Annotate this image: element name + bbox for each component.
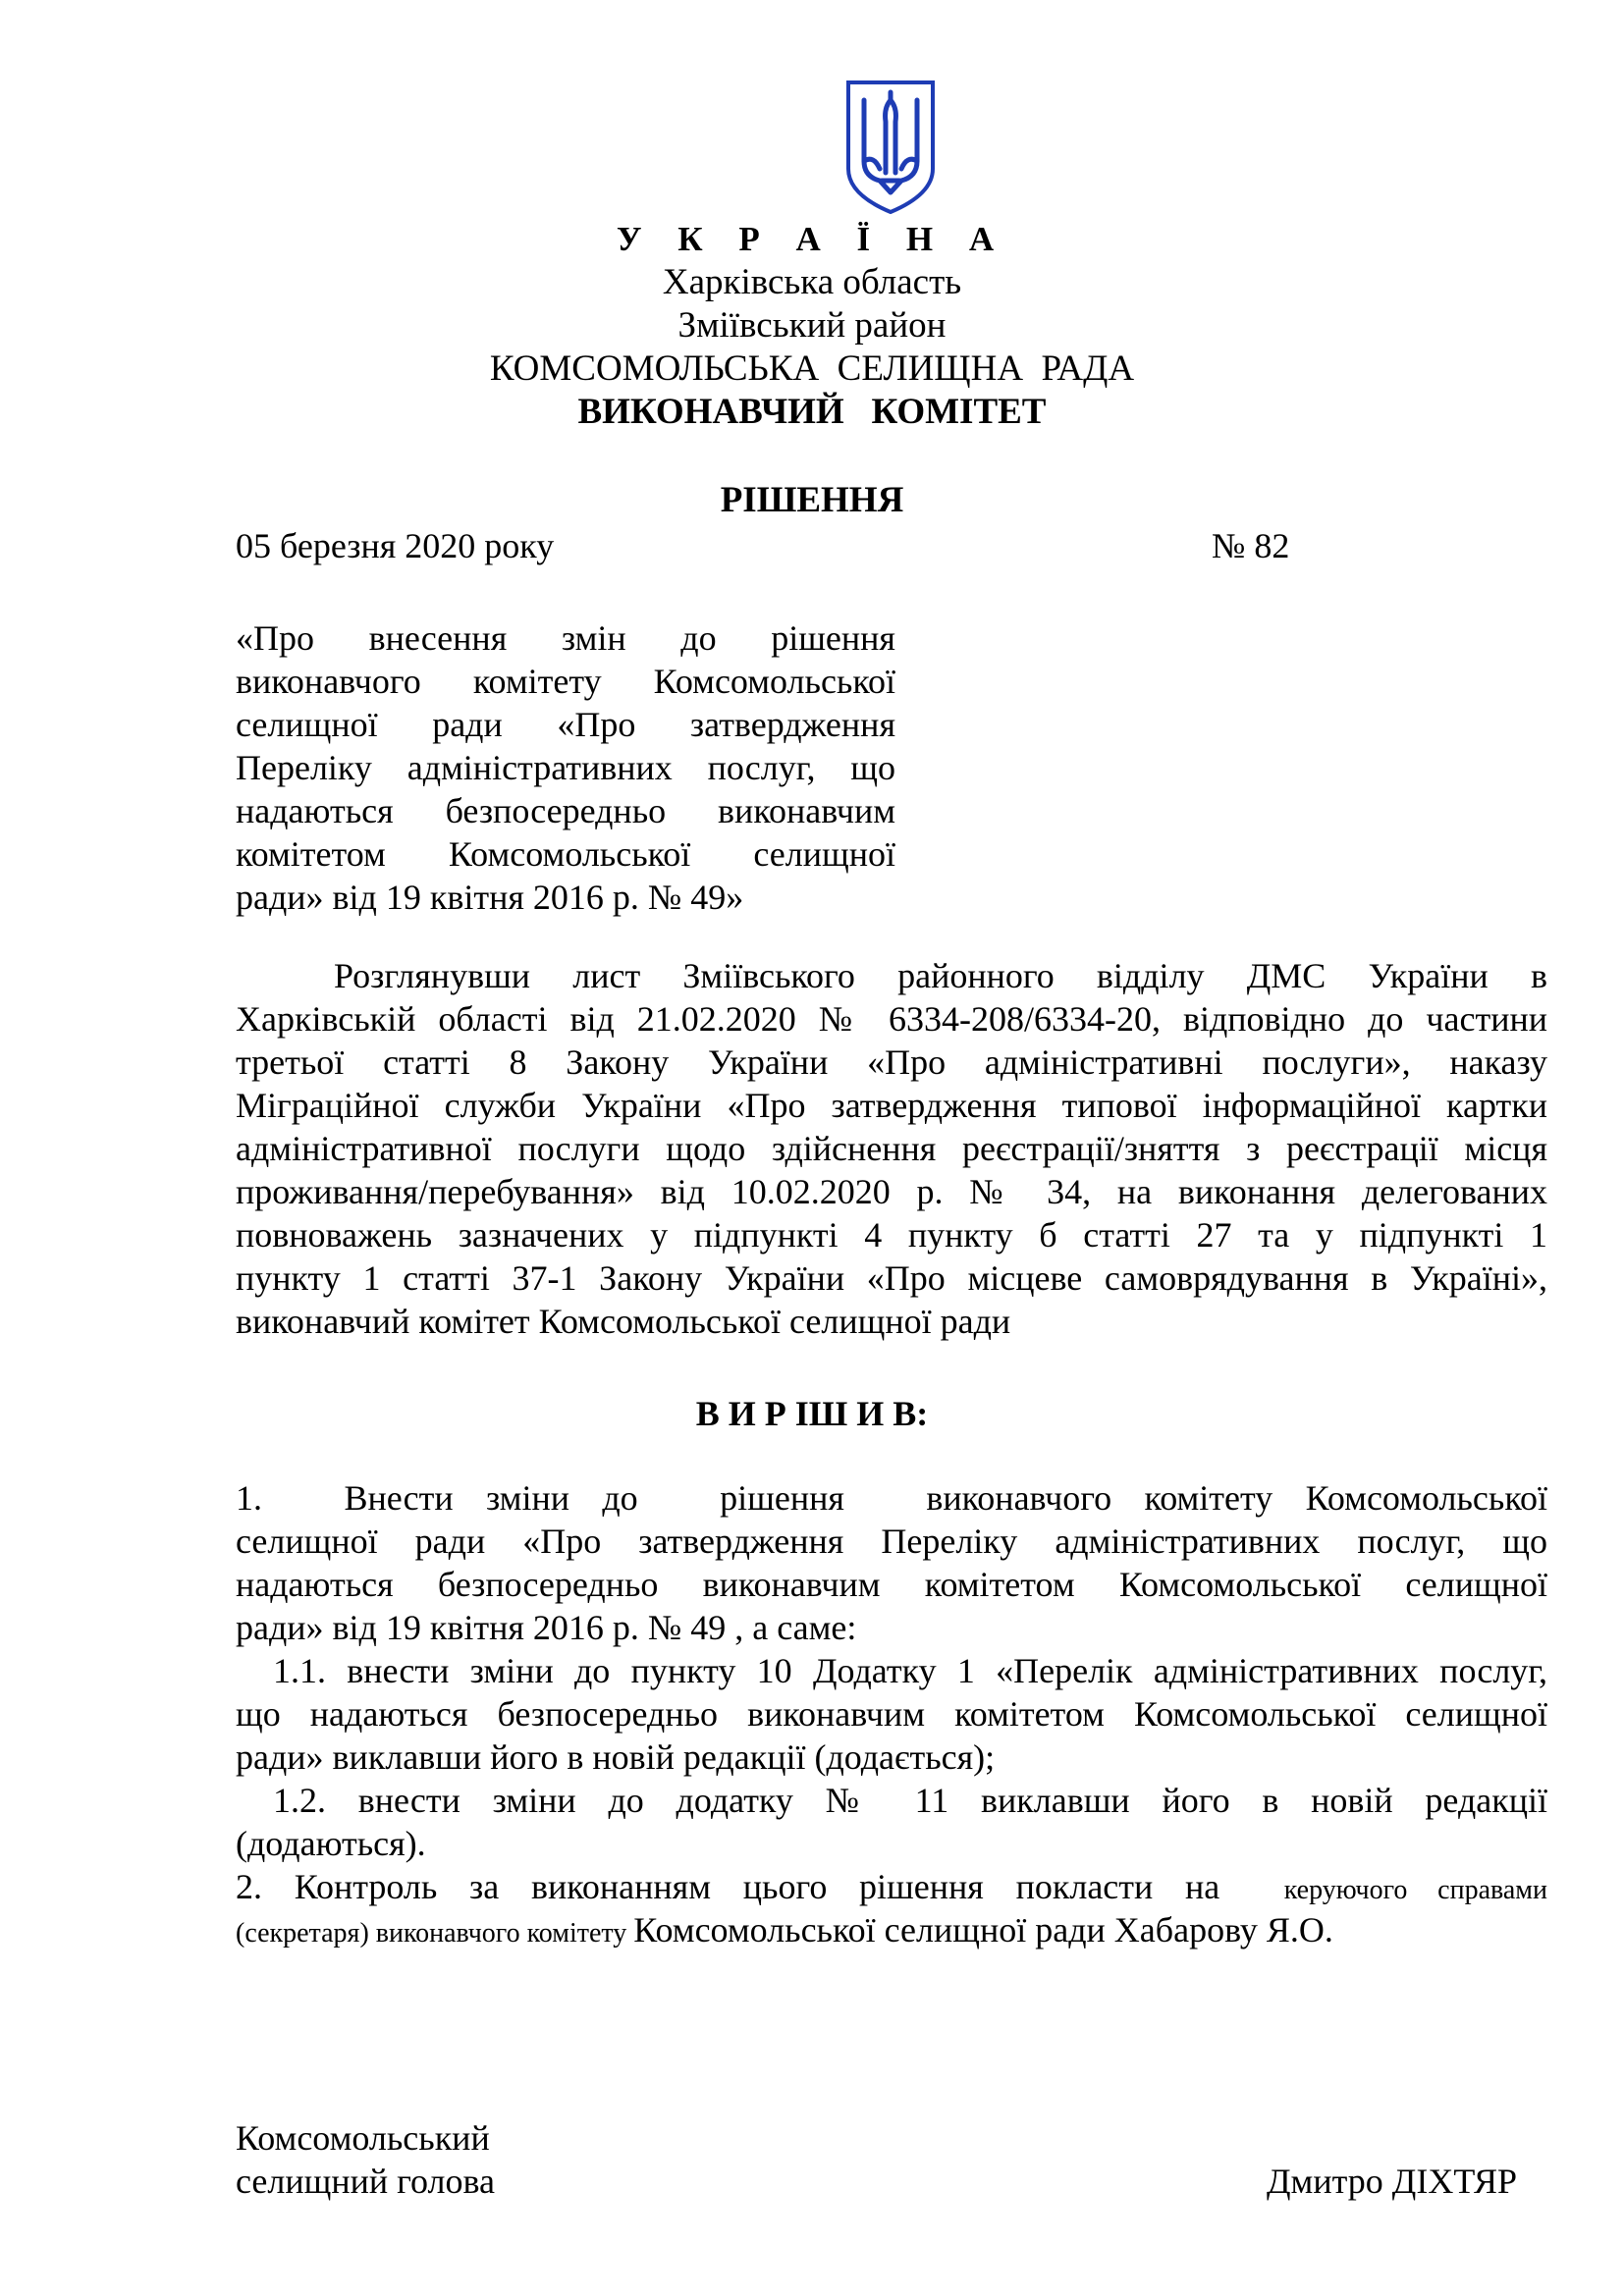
decision-line: 1.2. внести зміни до додатку № 11 виклавши його в новій редакції [273, 1781, 1547, 1820]
decision-line: ради» виклавши його в новій редакції (додається); [236, 1737, 996, 1777]
title-line: «Про внесення змін до рішення [236, 618, 895, 658]
title-line: селищної ради «Про затвердження [236, 705, 895, 744]
decision-heading: В И Р ІШ И В: [695, 1394, 929, 1433]
decision-line: селищної ради «Про затвердження Переліку адміністративних послуг, що [236, 1522, 1547, 1561]
council-name: КОМСОМОЛЬСЬКА СЕЛИЩНА РАДА [489, 348, 1135, 389]
preamble-line: третьої статті 8 Закону України «Про адміністративні послуги», наказу [236, 1042, 1547, 1082]
decision-line: (додаються). [236, 1824, 426, 1863]
preamble-line: проживання/перебування» від 10.02.2020 р. № 34, на виконання делегованих [236, 1172, 1547, 1211]
control-line-2 [236, 1908, 1547, 1951]
decision-line: 1.1. внести зміни до пункту 10 Додатку 1 «Перелік адміністративних послуг, [273, 1651, 1547, 1690]
preamble [236, 954, 1547, 1343]
control-line [236, 1865, 1547, 1908]
preamble-line: Міграційної служби України «Про затвердження типової інформаційної картки [236, 1086, 1547, 1125]
document-number: № 82 [1212, 526, 1290, 565]
decision-body [236, 1476, 1547, 1951]
preamble-line: виконавчий комітет Комсомольської селищної ради [236, 1302, 1011, 1341]
control-line-lead: 2. Контроль за виконанням цього рішення покласти на [236, 1867, 1284, 1906]
title-line: комітетом Комсомольської селищної [236, 834, 895, 874]
preamble-line: Харківській області від 21.02.2020 № 6334-208/6334-20, відповідно до частини [236, 999, 1547, 1039]
region-name: Харківська область [662, 262, 962, 302]
decision-line: 1. Внести зміни до рішення виконавчого комітету Комсомольської [236, 1478, 1547, 1518]
document-date: 05 березня 2020 року [236, 526, 555, 565]
preamble-line: адміністративної послуги щодо здійснення реєстрації/зняття з реєстрації місця [236, 1129, 1547, 1168]
country-name: У К Р А Ї Н А [616, 220, 1008, 258]
title-line: надаються безпосередньо виконавчим [236, 791, 895, 830]
decision-line: ради» від 19 квітня 2016 р. № 49 , а саме: [236, 1608, 857, 1647]
preamble-line: повноважень зазначених у підпункті 4 пункту б статті 27 та у підпункті 1 [236, 1215, 1547, 1255]
decision-line: надаються безпосередньо виконавчим комітетом Комсомольської селищної [236, 1565, 1547, 1604]
title-line: виконавчого комітету Комсомольської [236, 662, 895, 701]
title-line: Переліку адміністративних послуг, що [236, 748, 895, 787]
preamble-line: пункту 1 статті 37-1 Закону України «Про місцеве самоврядування в Україні», [236, 1258, 1547, 1298]
decision-line: що надаються безпосередньо виконавчим комітетом Комсомольської селищної [236, 1694, 1547, 1734]
signature-position-line2: селищний голова [236, 2162, 496, 2201]
title-line: ради» від 19 квітня 2016 р. № 49» [236, 878, 744, 917]
control-line-small-a: керуючого справами [1283, 1875, 1547, 1905]
control-line-regular-b: Комсомольської селищної ради Хабарову Я.О. [633, 1910, 1333, 1949]
district-name: Зміївський район [677, 305, 947, 346]
decision-title [236, 616, 895, 919]
control-line-small-b: (секретаря) виконавчого комітету [236, 1918, 634, 1949]
signature-position-line1: Комсомольський [236, 2118, 490, 2158]
preamble-line: Розглянувши лист Зміївського районного відділу ДМС України в [334, 956, 1547, 995]
trident-coat-of-arms-icon [842, 79, 939, 216]
document-type: РІШЕННЯ [720, 480, 904, 520]
committee-name: ВИКОНАВЧИЙ КОМІТЕТ [577, 392, 1047, 432]
signatory-name: Дмитро ДІХТЯР [1267, 2162, 1517, 2201]
